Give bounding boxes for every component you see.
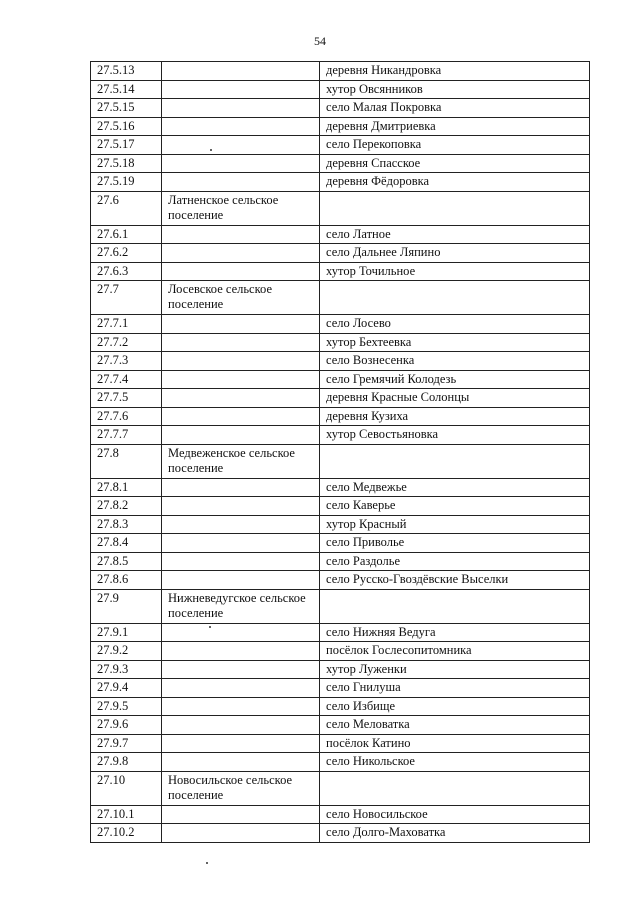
locality-cell: посёлок Гослесопитомника xyxy=(320,642,590,661)
scan-speck xyxy=(209,626,211,628)
code-cell: 27.5.18 xyxy=(91,154,162,173)
locality-cell: село Лосево xyxy=(320,315,590,334)
code-cell: 27.5.15 xyxy=(91,99,162,118)
locality-cell: хутор Точильное xyxy=(320,262,590,281)
settlement-cell: Нижневедугское сельское поселение xyxy=(162,589,320,623)
settlement-cell xyxy=(162,478,320,497)
locality-cell: село Гремячий Колодезь xyxy=(320,370,590,389)
locality-cell: хутор Севостьяновка xyxy=(320,426,590,445)
scan-speck xyxy=(206,862,208,864)
code-cell: 27.7.2 xyxy=(91,333,162,352)
table-row xyxy=(91,352,590,371)
settlement-cell xyxy=(162,515,320,534)
settlement-cell xyxy=(162,734,320,753)
locality-cell: село Латное xyxy=(320,225,590,244)
table-row xyxy=(91,824,590,843)
settlement-cell xyxy=(162,62,320,81)
code-cell: 27.5.16 xyxy=(91,117,162,136)
settlement-cell: Лосевское сельское поселение xyxy=(162,281,320,315)
settlement-cell: Новосильское сельское поселение xyxy=(162,771,320,805)
locality-cell: деревня Никандровка xyxy=(320,62,590,81)
locality-cell: деревня Спасское xyxy=(320,154,590,173)
settlement-cell xyxy=(162,173,320,192)
table-row xyxy=(91,642,590,661)
locality-cell: село Гнилуша xyxy=(320,679,590,698)
table-row xyxy=(91,407,590,426)
locality-cell: село Приволье xyxy=(320,534,590,553)
code-cell: 27.6.2 xyxy=(91,244,162,263)
settlement-cell xyxy=(162,805,320,824)
settlement-row xyxy=(91,191,590,225)
settlement-cell xyxy=(162,623,320,642)
locality-cell: село Дальнее Ляпино xyxy=(320,244,590,263)
locality-cell: хутор Красный xyxy=(320,515,590,534)
locality-cell: село Никольское xyxy=(320,753,590,772)
locality-cell: село Русско-Гвоздёвские Выселки xyxy=(320,571,590,590)
table-row xyxy=(91,62,590,81)
code-cell: 27.9.8 xyxy=(91,753,162,772)
code-cell: 27.8.1 xyxy=(91,478,162,497)
table-row xyxy=(91,99,590,118)
code-cell: 27.9.6 xyxy=(91,716,162,735)
code-cell: 27.9.7 xyxy=(91,734,162,753)
settlement-cell xyxy=(162,753,320,772)
code-cell: 27.7.1 xyxy=(91,315,162,334)
code-cell: 27.10.2 xyxy=(91,824,162,843)
settlement-cell xyxy=(162,244,320,263)
table-row xyxy=(91,515,590,534)
locality-cell: село Избище xyxy=(320,697,590,716)
settlement-cell xyxy=(162,262,320,281)
locality-cell: село Раздолье xyxy=(320,552,590,571)
settlement-cell xyxy=(162,225,320,244)
locality-cell: село Долго-Маховатка xyxy=(320,824,590,843)
settlement-cell xyxy=(162,333,320,352)
locality-cell: село Медвежье xyxy=(320,478,590,497)
table-row xyxy=(91,117,590,136)
page-number: 54 xyxy=(314,34,326,48)
settlement-cell xyxy=(162,154,320,173)
table-row xyxy=(91,389,590,408)
code-cell: 27.9.1 xyxy=(91,623,162,642)
code-cell: 27.7 xyxy=(91,281,162,315)
code-cell: 27.8.4 xyxy=(91,534,162,553)
settlement-row xyxy=(91,589,590,623)
locality-cell: хутор Бехтеевка xyxy=(320,333,590,352)
table-row xyxy=(91,333,590,352)
table-row xyxy=(91,262,590,281)
locality-cell xyxy=(320,191,590,225)
settlements-table xyxy=(90,61,590,843)
table-body xyxy=(91,62,590,843)
table-row xyxy=(91,697,590,716)
code-cell: 27.6 xyxy=(91,191,162,225)
code-cell: 27.8.3 xyxy=(91,515,162,534)
code-cell: 27.6.3 xyxy=(91,262,162,281)
settlement-cell xyxy=(162,117,320,136)
locality-cell: деревня Кузиха xyxy=(320,407,590,426)
locality-cell: село Каверье xyxy=(320,497,590,516)
code-cell: 27.5.19 xyxy=(91,173,162,192)
settlement-row xyxy=(91,281,590,315)
settlement-cell xyxy=(162,824,320,843)
settlement-cell xyxy=(162,352,320,371)
code-cell: 27.7.3 xyxy=(91,352,162,371)
locality-cell: деревня Дмитриевка xyxy=(320,117,590,136)
table-row xyxy=(91,426,590,445)
locality-cell xyxy=(320,771,590,805)
settlement-cell xyxy=(162,660,320,679)
table-row xyxy=(91,136,590,155)
settlement-cell: Латненское сельское поселение xyxy=(162,191,320,225)
scan-speck xyxy=(210,149,212,151)
table-row xyxy=(91,679,590,698)
code-cell: 27.8.5 xyxy=(91,552,162,571)
locality-cell xyxy=(320,281,590,315)
table-row xyxy=(91,497,590,516)
code-cell: 27.10.1 xyxy=(91,805,162,824)
code-cell: 27.9.4 xyxy=(91,679,162,698)
code-cell: 27.8.2 xyxy=(91,497,162,516)
settlement-cell xyxy=(162,716,320,735)
locality-cell: деревня Фёдоровка xyxy=(320,173,590,192)
code-cell: 27.5.13 xyxy=(91,62,162,81)
settlement-cell xyxy=(162,99,320,118)
code-cell: 27.5.17 xyxy=(91,136,162,155)
table-row xyxy=(91,244,590,263)
code-cell: 27.9.2 xyxy=(91,642,162,661)
table-row xyxy=(91,660,590,679)
settlement-cell xyxy=(162,136,320,155)
code-cell: 27.5.14 xyxy=(91,80,162,99)
code-cell: 27.7.7 xyxy=(91,426,162,445)
code-cell: 27.7.4 xyxy=(91,370,162,389)
locality-cell: село Малая Покровка xyxy=(320,99,590,118)
locality-cell: хутор Овсянников xyxy=(320,80,590,99)
table-row xyxy=(91,534,590,553)
table-row xyxy=(91,173,590,192)
table-row xyxy=(91,623,590,642)
table-row xyxy=(91,315,590,334)
code-cell: 27.9.5 xyxy=(91,697,162,716)
locality-cell: хутор Луженки xyxy=(320,660,590,679)
table-row xyxy=(91,154,590,173)
settlement-cell xyxy=(162,426,320,445)
locality-cell xyxy=(320,589,590,623)
settlement-cell xyxy=(162,534,320,553)
settlement-cell xyxy=(162,407,320,426)
settlement-row xyxy=(91,444,590,478)
locality-cell: деревня Красные Солонцы xyxy=(320,389,590,408)
settlement-cell xyxy=(162,497,320,516)
locality-cell: село Меловатка xyxy=(320,716,590,735)
settlement-row xyxy=(91,771,590,805)
settlement-cell xyxy=(162,642,320,661)
code-cell: 27.9.3 xyxy=(91,660,162,679)
locality-cell: село Новосильское xyxy=(320,805,590,824)
table-row xyxy=(91,225,590,244)
locality-cell: село Вознесенка xyxy=(320,352,590,371)
code-cell: 27.6.1 xyxy=(91,225,162,244)
code-cell: 27.10 xyxy=(91,771,162,805)
settlement-cell xyxy=(162,389,320,408)
code-cell: 27.9 xyxy=(91,589,162,623)
settlement-cell xyxy=(162,370,320,389)
settlement-cell xyxy=(162,315,320,334)
settlement-cell xyxy=(162,552,320,571)
table-row xyxy=(91,370,590,389)
locality-cell xyxy=(320,444,590,478)
table-row xyxy=(91,571,590,590)
table-row xyxy=(91,552,590,571)
code-cell: 27.7.6 xyxy=(91,407,162,426)
code-cell: 27.8.6 xyxy=(91,571,162,590)
table-row xyxy=(91,80,590,99)
code-cell: 27.8 xyxy=(91,444,162,478)
settlement-cell xyxy=(162,571,320,590)
locality-cell: село Нижняя Ведуга xyxy=(320,623,590,642)
settlement-cell: Медвеженское сельское поселение xyxy=(162,444,320,478)
code-cell: 27.7.5 xyxy=(91,389,162,408)
locality-cell: село Перекоповка xyxy=(320,136,590,155)
locality-cell: посёлок Катино xyxy=(320,734,590,753)
settlement-cell xyxy=(162,80,320,99)
table-row xyxy=(91,753,590,772)
table-row xyxy=(91,716,590,735)
table-row xyxy=(91,805,590,824)
table-row xyxy=(91,478,590,497)
table-row xyxy=(91,734,590,753)
settlement-cell xyxy=(162,679,320,698)
settlement-cell xyxy=(162,697,320,716)
